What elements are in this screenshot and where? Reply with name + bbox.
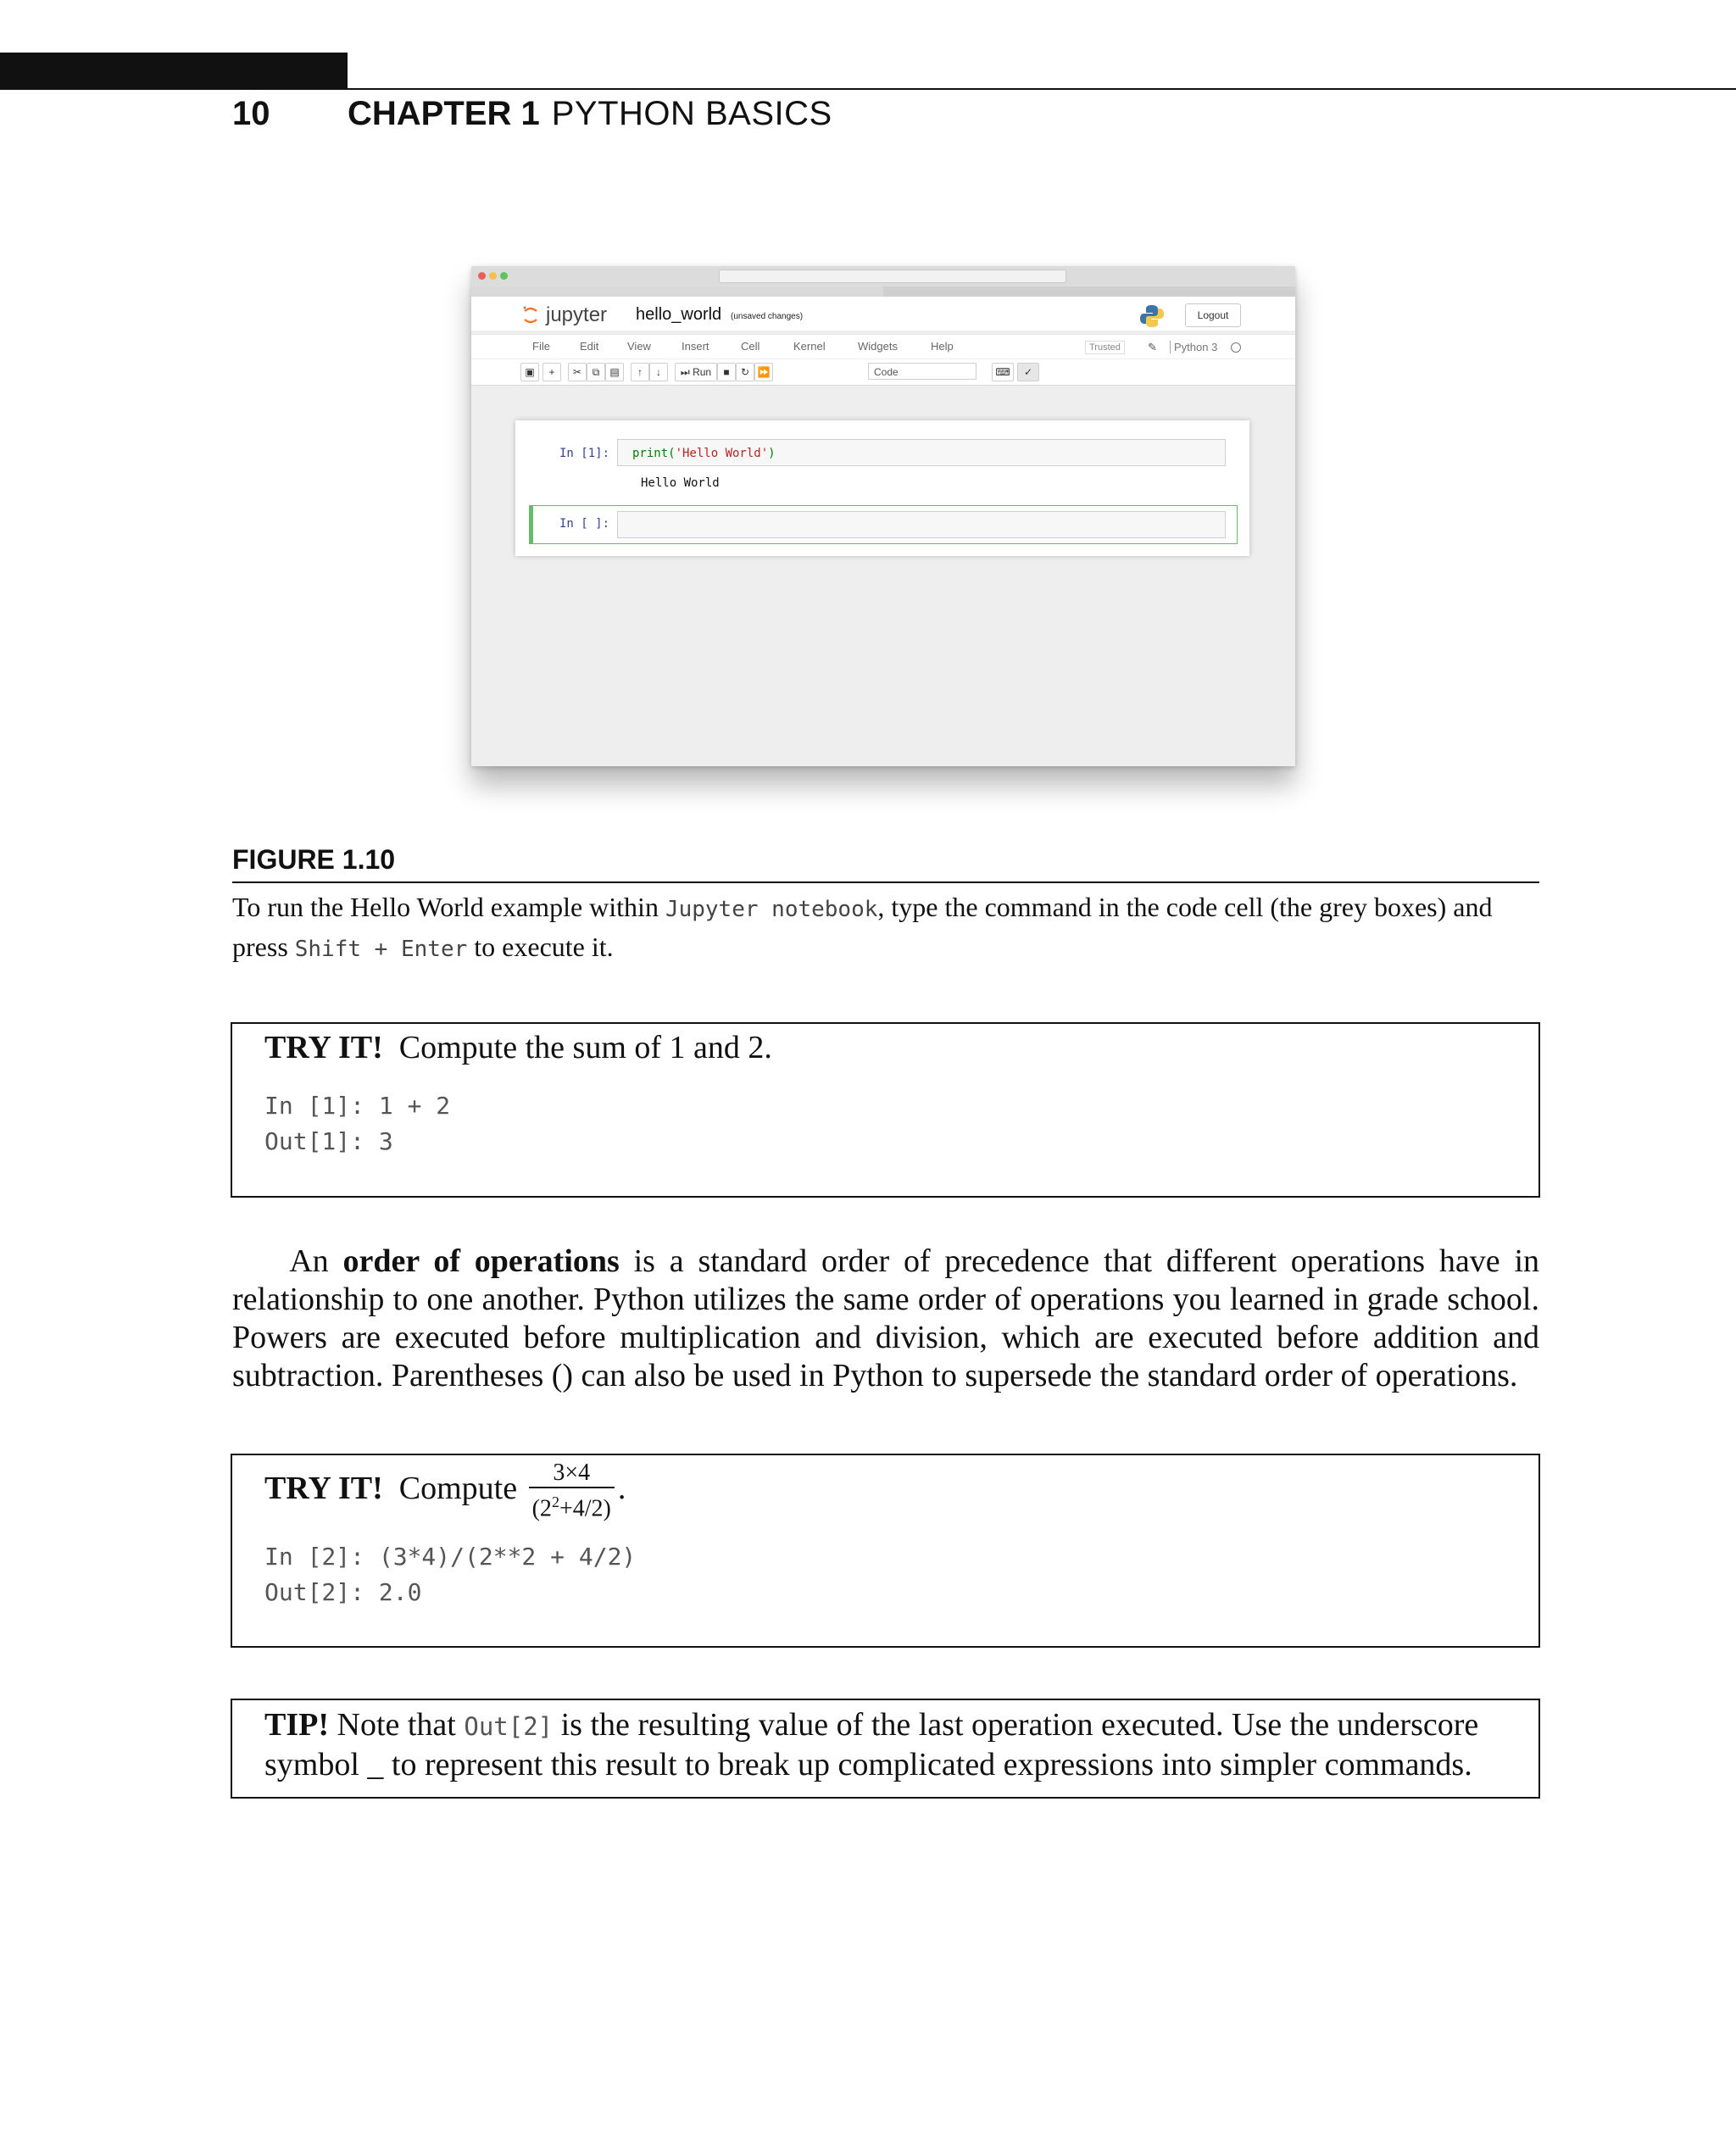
menu-insert[interactable]: Insert	[682, 340, 709, 353]
logout-button[interactable]: Logout	[1185, 303, 1241, 327]
python-logo-icon	[1139, 303, 1165, 329]
cell1-code	[632, 447, 776, 460]
jupyter-brand: jupyter	[546, 303, 608, 326]
denominator-rest: +4/2)	[559, 1495, 611, 1522]
figure-screenshot	[471, 266, 1295, 766]
tab-active	[471, 286, 883, 297]
fraction-denominator	[529, 1488, 615, 1522]
cut-icon[interactable]: ✂	[568, 363, 587, 381]
try-it-2-code-out: Out[2]: 2.0	[264, 1578, 422, 1606]
cell-type-select[interactable]: Code	[868, 363, 976, 380]
try-it-1-code-in: In [1]: 1 + 2	[264, 1092, 451, 1120]
notebook-status: (unsaved changes)	[731, 312, 804, 321]
denominator-exponent: 2	[551, 1493, 559, 1510]
keyboard-icon[interactable]: ⌨	[992, 363, 1014, 381]
chapter-label: CHAPTER 1	[348, 95, 540, 132]
move-down-icon[interactable]: ↓	[649, 363, 668, 381]
save-icon[interactable]: ▣	[520, 363, 539, 381]
caption-text-1: To run the Hello World example within	[232, 892, 665, 922]
fraction-numerator: 3×4	[529, 1460, 615, 1488]
fast-forward-icon[interactable]: ⏩	[754, 363, 773, 381]
menu-widgets[interactable]: Widgets	[858, 340, 898, 353]
chapter-title: PYTHON BASICS	[551, 95, 832, 132]
restart-icon[interactable]: ↻	[736, 363, 754, 381]
cell1-code-fn: print(	[632, 447, 676, 460]
paragraph-text-2: is a standard order of precedence that different operations have in relationship to one another. Python utilizes the same order of operations you learned in grade school. Powers are executed before multiplication and division, which are executed before addition and subtraction. Parentheses () can also be used in Python to supersede the standard order of operations.	[232, 1243, 1540, 1393]
caption-code-2: Shift + Enter	[294, 937, 468, 962]
menu-view[interactable]: View	[627, 340, 651, 353]
run-button[interactable]	[675, 363, 717, 381]
run-label: Run	[693, 366, 712, 378]
fraction	[529, 1460, 615, 1522]
figure-caption	[232, 888, 1539, 968]
cell2-prompt: In [ ]:	[559, 517, 610, 531]
notebook-name[interactable]: hello_world	[636, 305, 722, 324]
kernel-status-icon	[1231, 342, 1241, 353]
cell1-prompt: In [1]:	[559, 447, 610, 460]
cell1-code-string: 'Hello World'	[675, 447, 769, 460]
tip-keyword: TIP!	[264, 1707, 329, 1743]
caption-text-2: , type the command in the code cell (the grey boxes) and press	[232, 892, 1493, 962]
paste-icon[interactable]: ▤	[605, 363, 624, 381]
menu-kernel[interactable]: Kernel	[793, 340, 826, 353]
caption-text-3: to execute it.	[467, 931, 614, 962]
tip-text-1: Note that	[329, 1707, 465, 1743]
caption-code-1: Jupyter notebook	[665, 897, 878, 922]
checkmark-icon[interactable]: ✓	[1017, 363, 1039, 381]
menu-edit[interactable]: Edit	[580, 340, 599, 353]
cell1-output: Hello World	[641, 476, 720, 490]
paragraph-term: order of operations	[342, 1243, 620, 1279]
jupyter-logo-icon	[522, 305, 539, 325]
figure-rule	[232, 881, 1539, 883]
try-it-1-code-out: Out[1]: 3	[264, 1127, 393, 1155]
tip-code: Out[2]	[464, 1712, 554, 1741]
try-it-1-text: Compute the sum of 1 and 2.	[398, 1030, 772, 1065]
minimize-dot-icon	[489, 272, 497, 280]
paragraph-text-1: An	[289, 1243, 343, 1279]
kernel-indicator: Python 3	[1170, 341, 1217, 353]
page-number: 10	[232, 95, 270, 132]
chapter-heading	[348, 95, 832, 133]
header-bar	[0, 53, 348, 90]
trusted-badge[interactable]: Trusted	[1085, 341, 1125, 354]
move-up-icon[interactable]: ↑	[631, 363, 649, 381]
denominator-base: (2	[531, 1495, 552, 1522]
menu-help[interactable]: Help	[931, 340, 954, 353]
stop-icon[interactable]: ■	[717, 363, 736, 381]
run-icon: ⏭	[680, 366, 690, 378]
tip-text	[264, 1706, 1527, 1784]
try-it-2-code-in: In [2]: (3*4)/(2**2 + 4/2)	[264, 1543, 637, 1571]
cell2-input[interactable]	[617, 511, 1226, 538]
try-it-2-period: .	[617, 1470, 626, 1506]
try-it-1-heading	[264, 1029, 772, 1066]
pencil-icon[interactable]: ✎	[1148, 341, 1157, 353]
try-it-2-heading	[264, 1460, 626, 1522]
tip-text-2: is the resulting value of the last operation executed. Use the underscore symbol _ to represent this result to break up complicated expressions into simpler commands.	[264, 1707, 1479, 1782]
add-cell-icon[interactable]: +	[542, 363, 561, 381]
try-it-2-keyword: TRY IT!	[264, 1470, 383, 1506]
figure-label: FIGURE 1.10	[232, 844, 396, 875]
cell1-code-close: )	[768, 447, 776, 460]
menu-file[interactable]: File	[532, 340, 550, 353]
try-it-2-text: Compute	[398, 1470, 518, 1506]
copy-icon[interactable]: ⧉	[587, 363, 605, 381]
body-paragraph	[232, 1243, 1539, 1395]
close-dot-icon	[478, 272, 486, 280]
menu-cell[interactable]: Cell	[741, 340, 760, 353]
maximize-dot-icon	[500, 272, 508, 280]
header-rule	[348, 88, 1736, 90]
try-it-1-keyword: TRY IT!	[264, 1030, 383, 1065]
url-bar	[719, 270, 1066, 283]
